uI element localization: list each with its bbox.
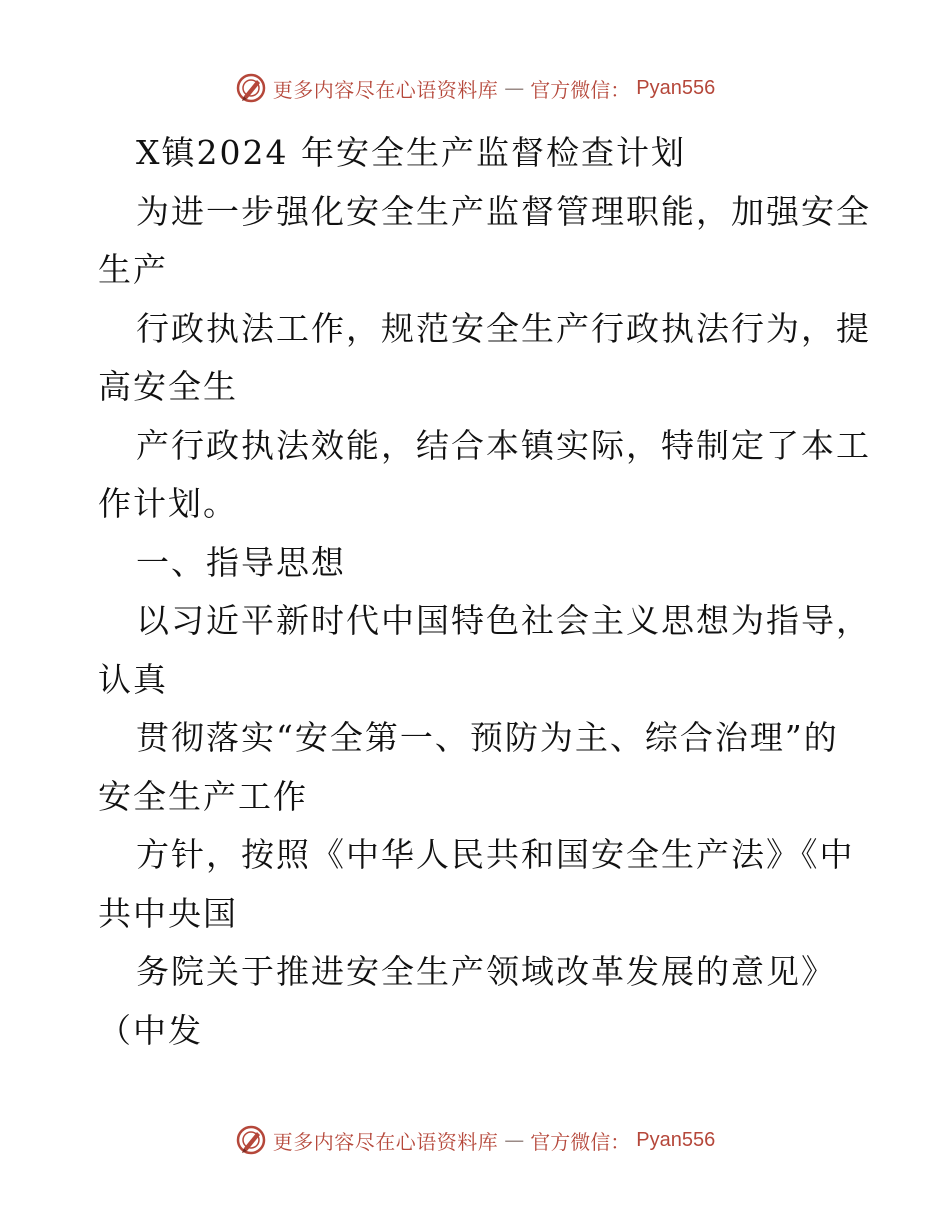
watermark-label: 官方微信：: [530, 77, 631, 102]
watermark-dash: —: [504, 76, 525, 100]
watermark-id: Pyan556: [636, 1128, 716, 1151]
paragraph-line: 产行政执法效能，结合本镇实际，特制定了本工: [136, 425, 871, 465]
section-heading: 一、指导思想: [136, 542, 346, 582]
paragraph-line: 认真: [98, 659, 168, 699]
paragraph-line: 贯彻落实“安全第一、预防为主、综合治理”的: [136, 718, 839, 757]
paragraph-line: 共中央国: [98, 893, 238, 933]
watermark-text: 更多内容尽在心语资料库: [272, 77, 499, 102]
watermark-id: Pyan556: [636, 76, 716, 99]
paragraph-line: 作计划。: [98, 484, 238, 523]
watermark-label: 官方微信：: [530, 1129, 631, 1154]
document-body: [98, 124, 871, 1060]
document-title: X镇2024 年安全生产监督检查计划: [136, 133, 686, 172]
paragraph-line: 以习近平新时代中国特色社会主义思想为指导，: [136, 601, 871, 640]
paragraph-line: 为进一步强化安全生产监督管理职能，加强安全: [136, 191, 871, 231]
watermark-text: 更多内容尽在心语资料库: [272, 1129, 499, 1154]
watermark-header: [0, 72, 950, 104]
pen-logo-icon: [235, 1124, 267, 1156]
paragraph-line: 生产: [98, 250, 168, 289]
paragraph-line: 务院关于推进安全生产领域改革发展的意见》: [136, 952, 836, 991]
watermark-dash: —: [504, 1128, 525, 1152]
paragraph-line: 行政执法工作，规范安全生产行政执法行为，提: [136, 308, 871, 348]
paragraph-line: 方针，按照《中华人民共和国安全生产法》《中: [136, 835, 855, 874]
paragraph-line: 安全生产工作: [98, 776, 308, 816]
watermark-footer: [0, 1124, 950, 1156]
paragraph-line: （中发: [98, 1010, 203, 1050]
paragraph-line: 高安全生: [98, 367, 238, 406]
pen-logo-icon: [235, 72, 267, 104]
